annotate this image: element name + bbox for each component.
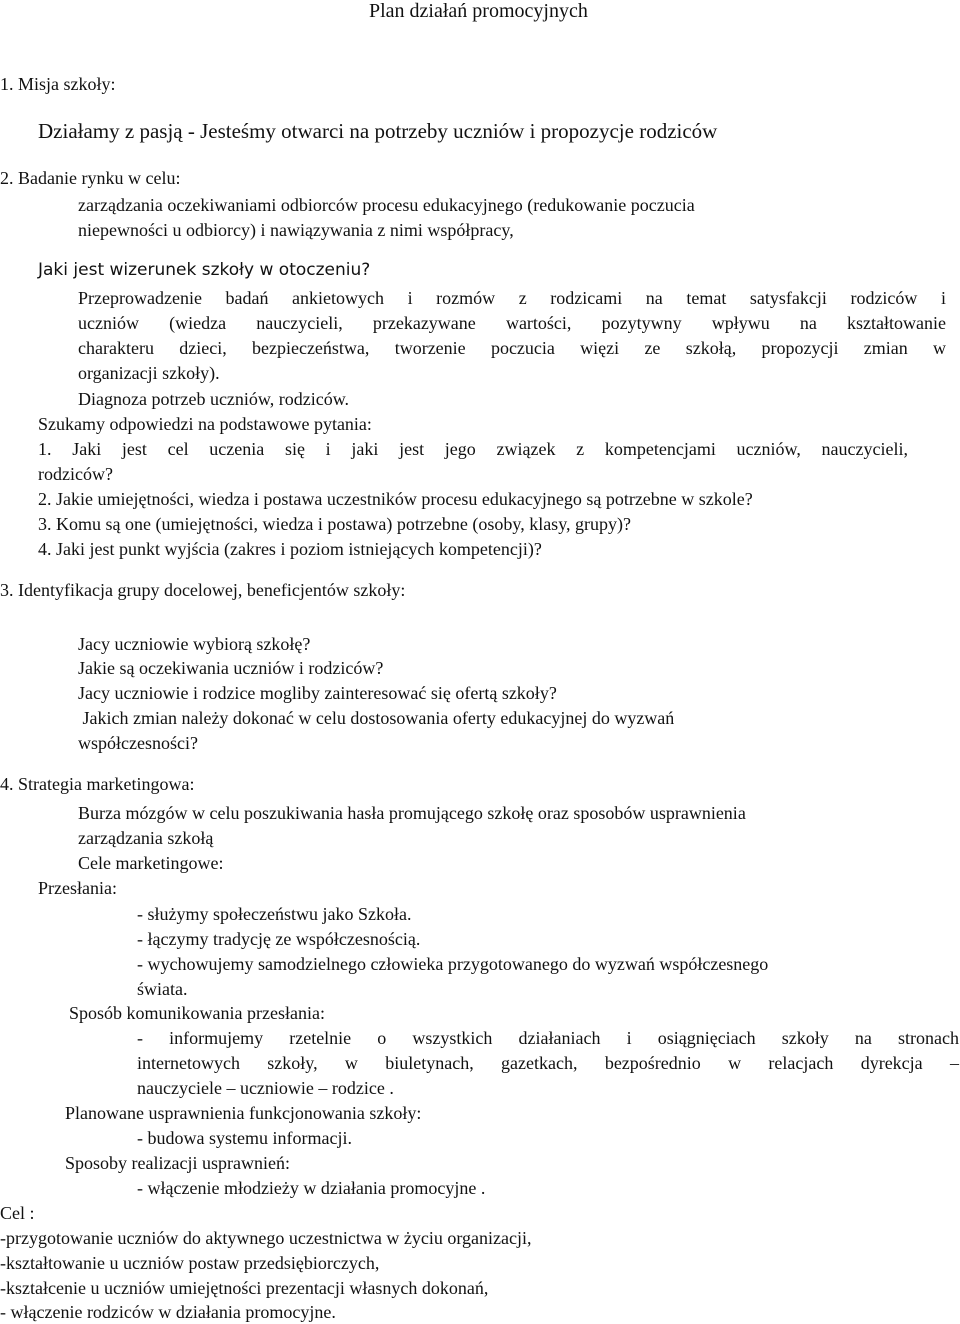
target-question-4-line-1: Jakich zmian należy dokonać w celu dostosowania oferty edukacyjnej do wyzwań [78,708,675,728]
section3-heading: 3. Identyfikacja grupy docelowej, beneficjentów szkoły: [0,580,406,600]
research-line-3: charakteru dzieci, bezpieczeństwa, tworzenie poczucia więzi ze szkołą, propozycji zmian w [78,338,946,358]
research-line-1: Przeprowadzenie badań ankietowych i rozmów z rodzicami na temat satysfakcji rodziców i [78,288,946,308]
section4-heading: 4. Strategia marketingowa: [0,774,195,794]
question-1-line-1: 1. Jaki jest cel uczenia się i jaki jest jego związek z kompetencjami uczniów, nauczycieli, [38,439,908,459]
question-3: 3. Komu są one (umiejętności, wiedza i postawa) potrzebne (osoby, klasy, grupy)? [38,514,631,534]
methods-label: Sposoby realizacji usprawnień: [65,1153,290,1173]
message-3-line-1: - wychowujemy samodzielnego człowieka przygotowanego do wyzwań współczesnego [137,954,769,974]
methods-item: - włączenie młodzieży w działania promocyjne . [137,1178,486,1198]
message-1: - służymy społeczeństwu jako Szkoła. [137,904,412,924]
message-3-line-2: świata. [137,979,188,999]
question-1-line-2: rodziców? [38,464,113,484]
question-4: 4. Jaki jest punkt wyjścia (zakres i poziom istniejących kompetencji)? [38,539,542,559]
seek-answers-line: Szukamy odpowiedzi na podstawowe pytania: [38,414,372,434]
message-2: - łączymy tradycję ze współczesnością. [137,929,421,949]
goal-label: Cel : [0,1203,35,1223]
communication-line-2: internetowych szkoły, w biuletynach, gazetkach, bezpośrednio w relacjach dyrekcja – [137,1053,959,1073]
communication-line-3: nauczyciele – uczniowie – rodzice . [137,1078,394,1098]
research-line-2: uczniów (wiedza nauczycieli, przekazywane wartości, pozytywny wpływu na kształtowanie [78,313,946,333]
target-question-4-line-2: współczesności? [78,733,198,753]
research-line-4: organizacji szkoły). [78,363,220,383]
brainstorm-line-2: zarządzania szkołą [78,828,214,848]
goal-item-4: - włączenie rodziców w działania promocyjne. [0,1302,336,1322]
section2-purpose-line-1: zarządzania oczekiwaniami odbiorców procesu edukacyjnego (redukowanie poczucia [78,195,695,215]
page-title: Plan działań promocyjnych [369,0,588,22]
improvements-item: - budowa systemu informacji. [137,1128,352,1148]
question-2: 2. Jakie umiejętności, wiedza i postawa uczestników procesu edukacyjnego są potrzebne w szkole? [38,489,753,509]
section2-heading: 2. Badanie rynku w celu: [0,168,181,188]
communication-label: Sposób komunikowania przesłania: [69,1003,325,1023]
improvements-label: Planowane usprawnienia funkcjonowania szkoły: [65,1103,422,1123]
image-question: Jaki jest wizerunek szkoły w otoczeniu? [38,260,371,280]
target-question-1: Jacy uczniowie wybiorą szkołę? [78,634,311,654]
goal-item-3: -kształcenie u uczniów umiejętności prezentacji własnych dokonań, [0,1278,489,1298]
goal-item-1: -przygotowanie uczniów do aktywnego uczestnictwa w życiu organizacji, [0,1228,532,1248]
target-question-3: Jacy uczniowie i rodzice mogliby zainteresować się ofertą szkoły? [78,683,557,703]
target-question-2: Jakie są oczekiwania uczniów i rodziców? [78,658,384,678]
mission-statement: Działamy z pasją - Jesteśmy otwarci na potrzeby uczniów i propozycje rodziców [38,119,718,143]
brainstorm-line-1: Burza mózgów w celu poszukiwania hasła promującego szkołę oraz sposobów usprawnienia [78,803,746,823]
section2-purpose-line-2: niepewności u odbiorcy) i nawiązywania z nimi współpracy, [78,220,514,240]
diagnosis-line: Diagnoza potrzeb uczniów, rodziców. [78,389,350,409]
messages-label: Przesłania: [38,878,117,898]
marketing-goals-label: Cele marketingowe: [78,853,224,873]
section1-heading: 1. Misja szkoły: [0,74,116,94]
communication-line-1: - informujemy rzetelnie o wszystkich działaniach i osiągnięciach szkoły na stronach [137,1028,959,1048]
goal-item-2: -kształtowanie u uczniów postaw przedsiębiorczych, [0,1253,380,1273]
